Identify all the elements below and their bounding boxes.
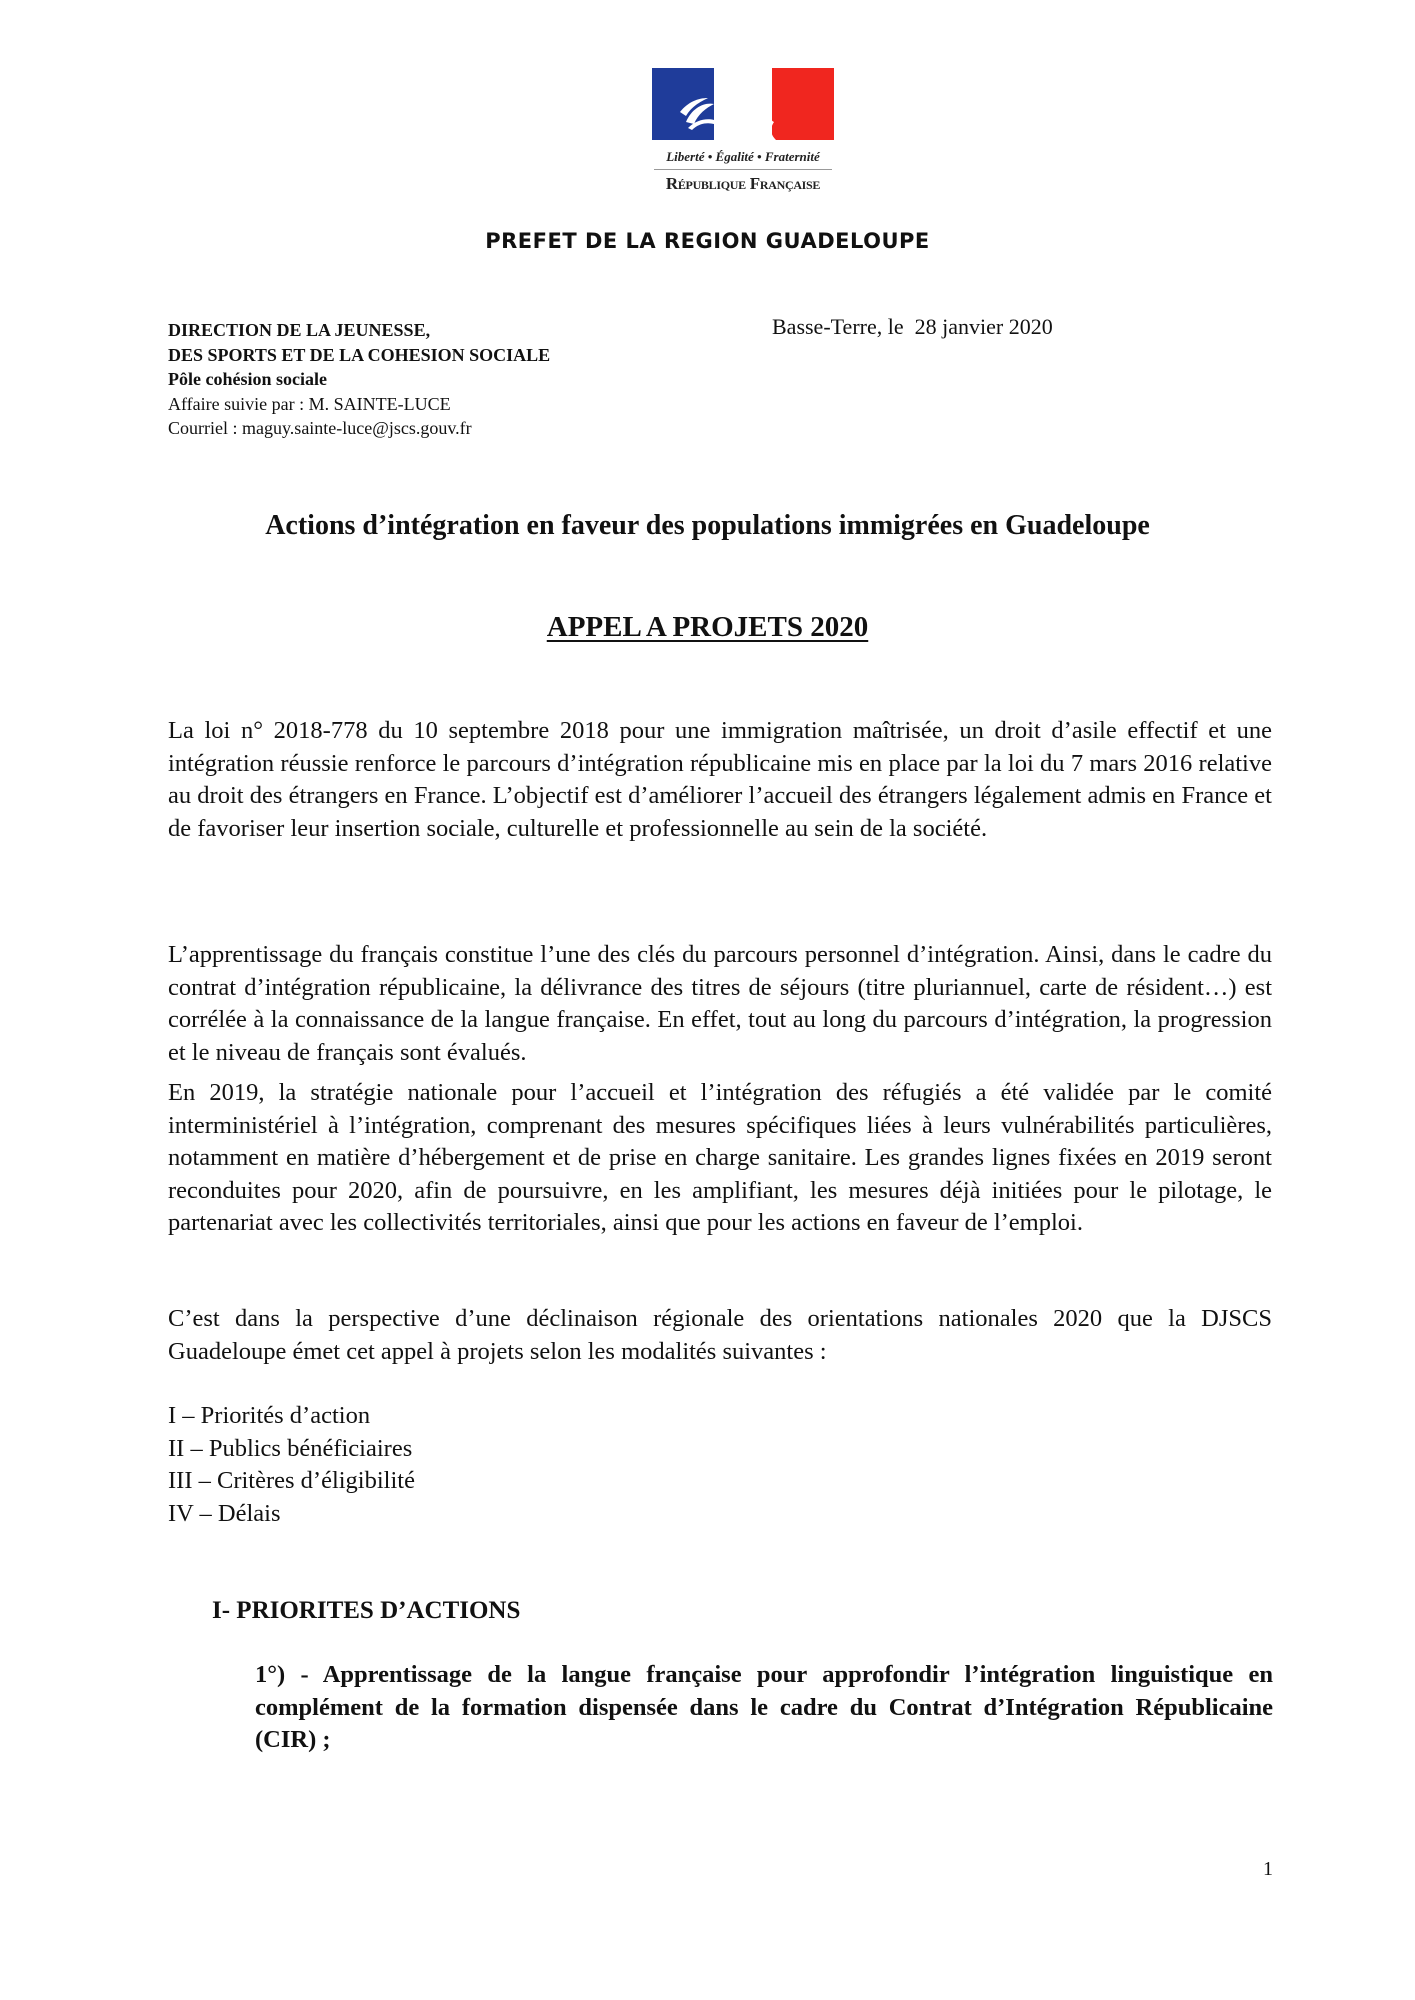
modalities-list [168, 1400, 415, 1530]
sender-courriel: Courriel : maguy.sainte-luce@jscs.gouv.fr [168, 418, 472, 438]
document-subtitle [0, 611, 1415, 644]
sender-block [168, 318, 550, 441]
body-paragraph: C’est dans la perspective d’une déclinaison régionale des orientations nationales 2020 que la DJSCS Guadeloupe émet cet appel à projets selon les modalités suivantes : [168, 1305, 1272, 1365]
sender-direction-line2: DES SPORTS ET DE LA COHESION SOCIALE [168, 344, 551, 365]
page-number: 1 [1263, 1858, 1273, 1880]
body-paragraph: L’apprentissage du français constitue l’une des clés du parcours personnel d’intégration. Ainsi, dans le cadre du contrat d’intégration républicaine, la délivrance des titres de séjours (titre pluriannuel, carte de résident…) est corrélée à la connaissance de la langue française. En effet, tout au long du parcours d’intégration, la progression et le niveau de français sont évalués. [168, 941, 1272, 1066]
logo-name: République Française [665, 174, 821, 193]
logo-divider [654, 169, 832, 170]
list-item: III – Critères d’éligibilité [168, 1467, 415, 1495]
body-paragraph: La loi n° 2018-778 du 10 septembre 2018 pour une immigration maîtrisée, un droit d’asile effectif et une intégration réussie renforce le parcours d’intégration républicaine mis en place par la loi du 7 mars 2016 relative au droit des étrangers en France. L’objectif est d’améliorer l’accueil des étrangers légalement admis en France et de favoriser leur insertion sociale, culturelle et professionnelle au sein de la société. [168, 717, 1272, 842]
document-title: Actions d’intégration en faveur des populations immigrées en Guadeloupe [265, 510, 1150, 541]
list-item: IV – Délais [168, 1499, 281, 1527]
document-subtitle-text: APPEL A PROJETS 2020 [546, 611, 869, 643]
marianne-flag-icon [652, 68, 834, 140]
list-item: I – Priorités d’action [168, 1402, 371, 1429]
logo-motto: Liberté • Égalité • Fraternité [666, 149, 820, 164]
body-paragraph: En 2019, la stratégie nationale pour l’accueil et l’intégration des réfugiés a été validée par le comité interministériel à l’intégration, comprenant des mesures spécifiques liées à leurs vulnérabilités particulières, notamment en matière d’hébergement et de prise en charge sanitaire. Les grandes lignes fixées en 2019 seront reconduites pour 2020, afin de poursuivre, en les amplifiant, les mesures déjà initiées pour le pilotage, le partenariat avec les collectivités territoriales, ainsi que pour les actions en faveur de l’emploi. [168, 1079, 1272, 1237]
republique-francaise-logo [648, 66, 838, 206]
sender-pole: Pôle cohésion sociale [168, 369, 327, 389]
list-item: II – Publics bénéficiaires [168, 1434, 413, 1462]
sender-direction-line1: DIRECTION DE LA JEUNESSE, [168, 320, 431, 340]
prefecture-title: PREFET DE LA REGION GUADELOUPE [485, 229, 930, 253]
sender-affaire: Affaire suivie par : M. SAINTE-LUCE [168, 393, 451, 414]
place-date: Basse-Terre, le 28 janvier 2020 [772, 314, 1053, 339]
priority-item: 1°) - Apprentissage de la langue française pour approfondir l’intégration linguistique en complément de la formation dispensée dans le cadre du Contrat d’Intégration Républicaine (CIR) ; [255, 1661, 1273, 1754]
section-heading: I- PRIORITES D’ACTIONS [212, 1597, 521, 1624]
